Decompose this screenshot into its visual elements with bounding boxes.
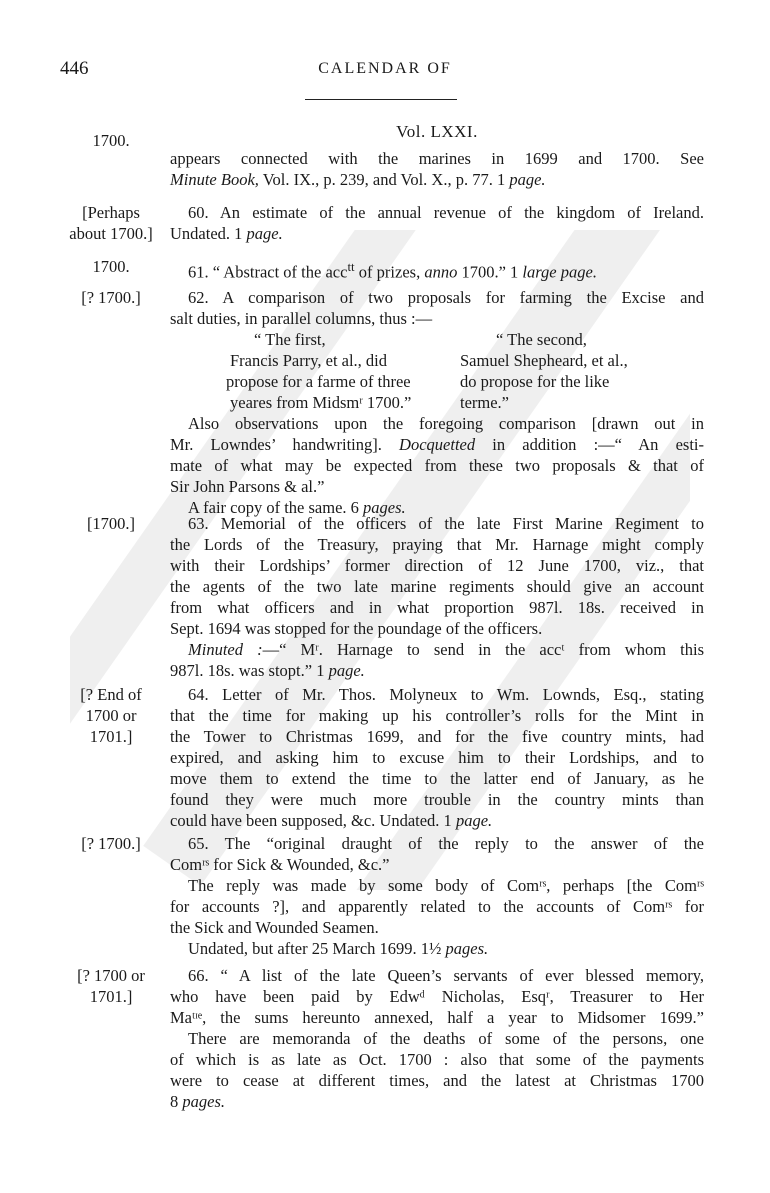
entry-date: [1700.]: [86, 514, 136, 533]
column-second-proposal: “ The second, Samuel Shepheard, et al., do propose for the like terme.”: [460, 330, 628, 412]
volume-date: 1700.: [92, 131, 130, 150]
page-count: pages.: [363, 498, 406, 517]
page-count: large page.: [522, 262, 597, 282]
entry-date: [? End of 1700 or 1701.]: [80, 685, 142, 746]
entry-date: [? 1700.]: [81, 288, 141, 307]
page-count: page.: [328, 661, 365, 680]
entry-date: [? 1700.]: [81, 834, 141, 853]
page-header: [0, 58, 770, 88]
parallel-columns: [226, 329, 690, 413]
page-count: pages.: [445, 939, 489, 958]
continuation-line-2: Vol. IX., p. 239, and Vol. X., p. 77. 1: [258, 170, 510, 189]
running-head: CALENDAR OF: [318, 60, 452, 77]
entry-date: [Perhaps about 1700.]: [69, 203, 153, 243]
entry-text: 61. “ Abstract of the acc$^{tt}$ of prizes, anno 1700.” 1 large page.: [188, 259, 597, 282]
page-count: page.: [455, 811, 493, 830]
entry-date: 1700.: [92, 257, 130, 276]
minute-book-ref: Minute Book,: [170, 170, 259, 189]
continuation-line-1: appears connected with the marines in 1699 and 1700. See: [170, 149, 704, 168]
page-number: 446: [60, 58, 89, 79]
volume-heading: Vol. LXXI.: [396, 122, 478, 141]
page-count: page.: [509, 170, 546, 189]
entry-text: 60. An estimate of the annual revenue of the kingdom of Ireland.: [188, 203, 704, 222]
minuted-label: Minuted :: [188, 640, 263, 659]
entry-date: [? 1700 or 1701.]: [77, 966, 145, 1006]
page-count: pages.: [182, 1092, 225, 1111]
page-count: page.: [246, 224, 283, 243]
column-first-proposal: “ The first, Francis Parry, et al., did propose for a farme of three yeares from Midsmʳ 1700.”: [226, 330, 412, 412]
header-rule: [305, 99, 457, 100]
entry-text: 62. A comparison of two proposals for farming the Excise and: [188, 288, 704, 307]
